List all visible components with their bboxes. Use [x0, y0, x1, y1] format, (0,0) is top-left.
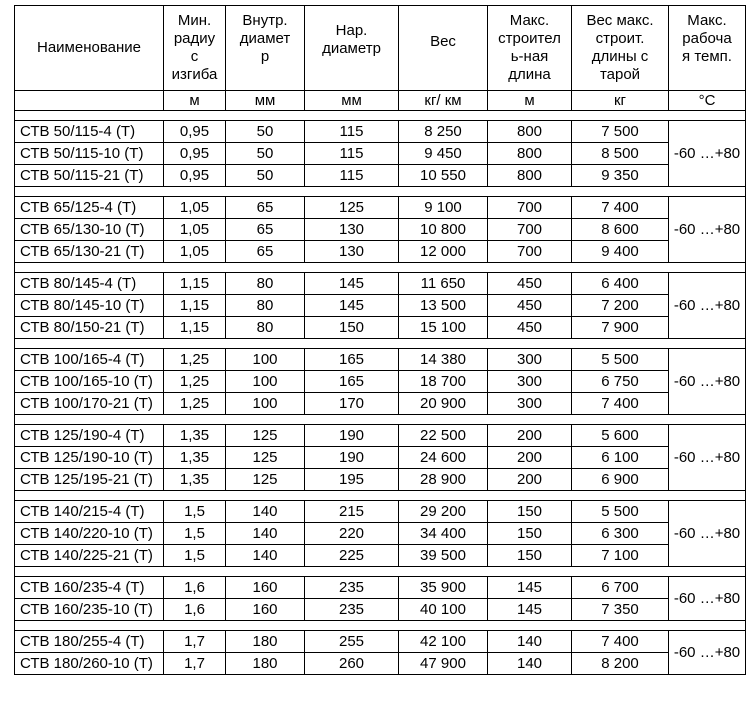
cell-inner: 125 [226, 447, 305, 469]
cell-weight: 10 550 [399, 165, 488, 187]
cell-maxweight: 6 100 [572, 447, 669, 469]
cell-temp: -60 …+80 [669, 501, 746, 567]
cell-name: СТВ 180/260-10 (Т) [15, 653, 164, 675]
cell-weight: 34 400 [399, 523, 488, 545]
cell-length: 145 [488, 577, 572, 599]
cell-length: 800 [488, 143, 572, 165]
cell-name: СТВ 160/235-4 (Т) [15, 577, 164, 599]
cell-length: 200 [488, 447, 572, 469]
table-row [15, 197, 746, 219]
cell-name: СТВ 125/190-10 (Т) [15, 447, 164, 469]
cell-maxweight: 7 400 [572, 631, 669, 653]
cell-name: СТВ 180/255-4 (Т) [15, 631, 164, 653]
cell-radius: 1,6 [164, 599, 226, 621]
cell-maxweight: 5 600 [572, 425, 669, 447]
cell-maxweight: 6 300 [572, 523, 669, 545]
cell-inner: 50 [226, 121, 305, 143]
cell-length: 150 [488, 523, 572, 545]
cell-name: СТВ 50/115-4 (Т) [15, 121, 164, 143]
cell-outer: 190 [305, 447, 399, 469]
cell-radius: 1,15 [164, 295, 226, 317]
header-max-weight: Вес макс. строит. длины с тарой [572, 6, 669, 91]
group-separator [15, 263, 746, 273]
cell-temp: -60 …+80 [669, 577, 746, 621]
cell-outer: 255 [305, 631, 399, 653]
cell-maxweight: 5 500 [572, 349, 669, 371]
cell-name: СТВ 160/235-10 (Т) [15, 599, 164, 621]
cell-length: 450 [488, 295, 572, 317]
cell-weight: 29 200 [399, 501, 488, 523]
cell-radius: 1,05 [164, 241, 226, 263]
cell-length: 300 [488, 349, 572, 371]
cell-name: СТВ 100/165-10 (Т) [15, 371, 164, 393]
cell-weight: 28 900 [399, 469, 488, 491]
cell-radius: 1,6 [164, 577, 226, 599]
cell-length: 140 [488, 631, 572, 653]
cell-radius: 1,25 [164, 393, 226, 415]
table-row [15, 577, 746, 599]
cell-inner: 80 [226, 295, 305, 317]
cell-weight: 24 600 [399, 447, 488, 469]
cell-outer: 115 [305, 143, 399, 165]
cell-inner: 80 [226, 317, 305, 339]
header-max-length: Макс. строител ь-ная длина [488, 6, 572, 91]
cell-radius: 0,95 [164, 143, 226, 165]
cell-weight: 13 500 [399, 295, 488, 317]
cell-name: СТВ 140/215-4 (Т) [15, 501, 164, 523]
cell-name: СТВ 50/115-10 (Т) [15, 143, 164, 165]
group-separator [15, 187, 746, 197]
cell-weight: 15 100 [399, 317, 488, 339]
cell-length: 450 [488, 273, 572, 295]
cell-inner: 50 [226, 165, 305, 187]
cell-outer: 195 [305, 469, 399, 491]
cell-radius: 0,95 [164, 165, 226, 187]
cell-inner: 100 [226, 349, 305, 371]
table-row [15, 599, 746, 621]
cell-name: СТВ 140/225-21 (Т) [15, 545, 164, 567]
cell-radius: 1,15 [164, 317, 226, 339]
cell-name: СТВ 100/165-4 (Т) [15, 349, 164, 371]
cell-temp: -60 …+80 [669, 121, 746, 187]
cell-inner: 100 [226, 371, 305, 393]
cell-inner: 160 [226, 577, 305, 599]
cell-outer: 190 [305, 425, 399, 447]
cell-inner: 65 [226, 241, 305, 263]
cell-length: 140 [488, 653, 572, 675]
unit-length: м [488, 91, 572, 111]
cell-inner: 80 [226, 273, 305, 295]
cell-weight: 8 250 [399, 121, 488, 143]
cell-length: 700 [488, 219, 572, 241]
cell-radius: 1,5 [164, 523, 226, 545]
cell-name: СТВ 65/125-4 (Т) [15, 197, 164, 219]
table-row [15, 121, 746, 143]
header-temp: Макс. рабоча я темп. [669, 6, 746, 91]
table-row [15, 165, 746, 187]
cell-length: 800 [488, 165, 572, 187]
cell-outer: 165 [305, 371, 399, 393]
cell-outer: 215 [305, 501, 399, 523]
cell-radius: 1,5 [164, 501, 226, 523]
cell-outer: 170 [305, 393, 399, 415]
header-radius: Мин. радиу с изгиба [164, 6, 226, 91]
cell-name: СТВ 140/220-10 (Т) [15, 523, 164, 545]
cell-radius: 1,25 [164, 371, 226, 393]
table-row [15, 219, 746, 241]
cell-weight: 39 500 [399, 545, 488, 567]
cell-maxweight: 7 400 [572, 393, 669, 415]
cell-length: 700 [488, 241, 572, 263]
cell-maxweight: 9 400 [572, 241, 669, 263]
cell-maxweight: 7 200 [572, 295, 669, 317]
cell-outer: 165 [305, 349, 399, 371]
cell-maxweight: 6 750 [572, 371, 669, 393]
cell-length: 150 [488, 501, 572, 523]
cell-weight: 18 700 [399, 371, 488, 393]
cell-radius: 1,35 [164, 425, 226, 447]
table-row [15, 143, 746, 165]
cell-maxweight: 8 500 [572, 143, 669, 165]
cell-maxweight: 7 350 [572, 599, 669, 621]
cell-inner: 180 [226, 631, 305, 653]
group-separator [15, 415, 746, 425]
header-row [15, 6, 746, 91]
table-row [15, 273, 746, 295]
cell-maxweight: 9 350 [572, 165, 669, 187]
cell-inner: 65 [226, 197, 305, 219]
table-row [15, 371, 746, 393]
cell-maxweight: 8 600 [572, 219, 669, 241]
header-weight: Вес [399, 6, 488, 91]
table-row [15, 469, 746, 491]
cell-radius: 1,05 [164, 219, 226, 241]
cell-length: 150 [488, 545, 572, 567]
cell-outer: 260 [305, 653, 399, 675]
table-row [15, 631, 746, 653]
cell-outer: 115 [305, 165, 399, 187]
cell-outer: 225 [305, 545, 399, 567]
cell-weight: 47 900 [399, 653, 488, 675]
table-row [15, 545, 746, 567]
cell-maxweight: 8 200 [572, 653, 669, 675]
cell-radius: 1,35 [164, 469, 226, 491]
table-row [15, 653, 746, 675]
cell-length: 450 [488, 317, 572, 339]
cell-length: 200 [488, 425, 572, 447]
unit-temp: °C [669, 91, 746, 111]
cell-outer: 235 [305, 577, 399, 599]
unit-name [15, 91, 164, 111]
cell-temp: -60 …+80 [669, 197, 746, 263]
cell-outer: 145 [305, 273, 399, 295]
cell-temp: -60 …+80 [669, 349, 746, 415]
group-separator [15, 621, 746, 631]
cell-inner: 140 [226, 545, 305, 567]
cell-name: СТВ 125/195-21 (Т) [15, 469, 164, 491]
cell-outer: 150 [305, 317, 399, 339]
unit-weight: кг/ км [399, 91, 488, 111]
cell-outer: 235 [305, 599, 399, 621]
cell-name: СТВ 100/170-21 (Т) [15, 393, 164, 415]
cell-radius: 1,35 [164, 447, 226, 469]
cell-weight: 9 100 [399, 197, 488, 219]
group-separator [15, 339, 746, 349]
cell-maxweight: 6 400 [572, 273, 669, 295]
unit-radius: м [164, 91, 226, 111]
unit-outer: мм [305, 91, 399, 111]
table-row [15, 447, 746, 469]
unit-max-weight: кг [572, 91, 669, 111]
cell-weight: 22 500 [399, 425, 488, 447]
header-name: Наименование [15, 6, 164, 91]
cell-radius: 1,7 [164, 653, 226, 675]
cell-length: 700 [488, 197, 572, 219]
cell-outer: 130 [305, 241, 399, 263]
cell-name: СТВ 80/145-4 (Т) [15, 273, 164, 295]
cell-outer: 125 [305, 197, 399, 219]
cell-weight: 14 380 [399, 349, 488, 371]
cell-inner: 140 [226, 523, 305, 545]
table-row [15, 523, 746, 545]
unit-inner: мм [226, 91, 305, 111]
header-outer-diameter: Нар. диаметр [305, 6, 399, 91]
cell-inner: 180 [226, 653, 305, 675]
cell-length: 300 [488, 371, 572, 393]
cell-inner: 140 [226, 501, 305, 523]
table-row [15, 425, 746, 447]
cell-outer: 145 [305, 295, 399, 317]
cell-inner: 50 [226, 143, 305, 165]
table-row [15, 501, 746, 523]
cell-inner: 65 [226, 219, 305, 241]
cell-weight: 40 100 [399, 599, 488, 621]
cell-length: 800 [488, 121, 572, 143]
cell-name: СТВ 65/130-21 (Т) [15, 241, 164, 263]
cell-inner: 100 [226, 393, 305, 415]
cell-radius: 1,15 [164, 273, 226, 295]
cell-outer: 115 [305, 121, 399, 143]
cell-inner: 125 [226, 425, 305, 447]
cell-length: 200 [488, 469, 572, 491]
cell-name: СТВ 80/150-21 (Т) [15, 317, 164, 339]
table-row [15, 241, 746, 263]
cell-weight: 35 900 [399, 577, 488, 599]
cell-maxweight: 7 100 [572, 545, 669, 567]
table-row [15, 393, 746, 415]
cell-temp: -60 …+80 [669, 425, 746, 491]
cell-radius: 1,5 [164, 545, 226, 567]
cell-radius: 0,95 [164, 121, 226, 143]
cell-weight: 10 800 [399, 219, 488, 241]
table-row [15, 349, 746, 371]
group-separator [15, 111, 746, 121]
cell-inner: 160 [226, 599, 305, 621]
cell-name: СТВ 125/190-4 (Т) [15, 425, 164, 447]
cell-name: СТВ 65/130-10 (Т) [15, 219, 164, 241]
cell-maxweight: 6 700 [572, 577, 669, 599]
cell-maxweight: 7 400 [572, 197, 669, 219]
cell-name: СТВ 80/145-10 (Т) [15, 295, 164, 317]
table-row [15, 317, 746, 339]
group-separator [15, 491, 746, 501]
cell-weight: 11 650 [399, 273, 488, 295]
cell-weight: 42 100 [399, 631, 488, 653]
cell-length: 300 [488, 393, 572, 415]
table-body [15, 111, 746, 675]
cell-maxweight: 7 500 [572, 121, 669, 143]
cell-radius: 1,7 [164, 631, 226, 653]
cell-weight: 9 450 [399, 143, 488, 165]
table-row [15, 295, 746, 317]
cell-outer: 130 [305, 219, 399, 241]
cell-outer: 220 [305, 523, 399, 545]
cell-maxweight: 7 900 [572, 317, 669, 339]
cell-maxweight: 5 500 [572, 501, 669, 523]
cell-temp: -60 …+80 [669, 631, 746, 675]
cable-spec-table [14, 5, 746, 675]
cell-weight: 12 000 [399, 241, 488, 263]
cell-radius: 1,25 [164, 349, 226, 371]
cell-radius: 1,05 [164, 197, 226, 219]
cell-weight: 20 900 [399, 393, 488, 415]
cell-name: СТВ 50/115-21 (Т) [15, 165, 164, 187]
cell-inner: 125 [226, 469, 305, 491]
header-inner-diameter: Внутр. диамет р [226, 6, 305, 91]
cell-length: 145 [488, 599, 572, 621]
units-row [15, 91, 746, 111]
cell-temp: -60 …+80 [669, 273, 746, 339]
cell-maxweight: 6 900 [572, 469, 669, 491]
group-separator [15, 567, 746, 577]
